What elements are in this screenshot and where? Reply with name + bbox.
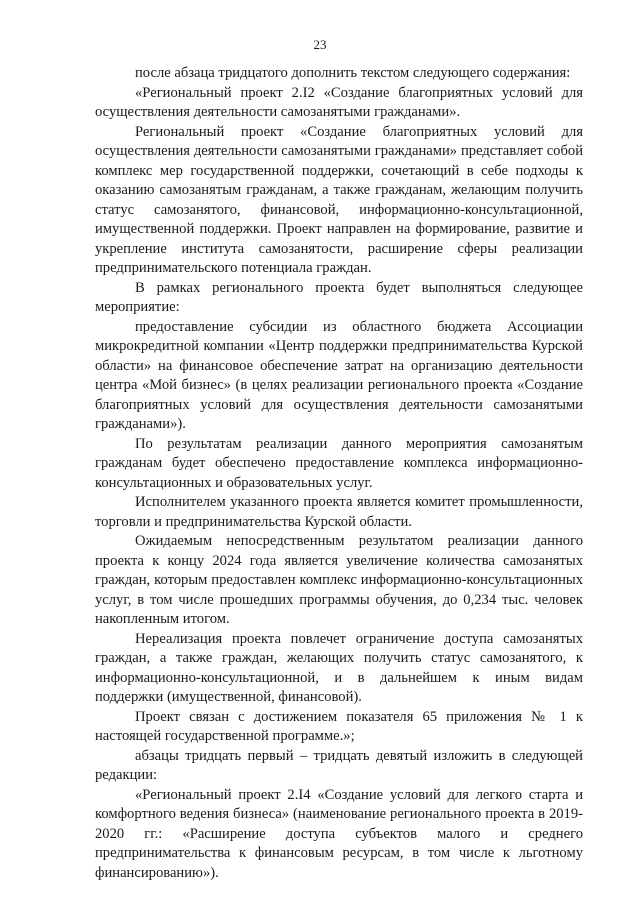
paragraph-subsidy: предоставление субсидии из областного бюджета Ассоциации микрокредитной компании «Центр поддержки предпринимательства Курской области» на финансовое обеспечение затрат на организацию деятельности центра «Мой бизнес» (в целях реализации регионального проекта «Создание благоприятных условий для осуществления деятельности самозанятыми гражданами»). — [95, 318, 583, 432]
paragraph-project-description: Региональный проект «Создание благоприятных условий для осуществления деятельности самозанятыми гражданами» представляет собой комплекс мер государственной поддержки, сочетающий в себе подходы к оказанию самозанятым гражданам, а также гражданам, желающим получить статус самозанятого, финансовой, информационно-консультационной, имущественной поддержки. Проект направлен на формирование, развитие и укрепление института самозанятости, расширение сферы реализации предпринимательского потенциала граждан. — [95, 123, 583, 276]
paragraph-results: По результатам реализации данного мероприятия самозанятым гражданам будет обеспечено предоставление комплекса информационно-консультационных и образовательных услуг. — [95, 435, 583, 491]
paragraph-expected-result: Ожидаемым непосредственным результатом реализации данного проекта к концу 2024 года является увеличение количества самозанятых граждан, которым предоставлен комплекс информационно-консультационных услуг, в том числе прошедших программы обучения, до 0,234 тыс. человек накопленным итогом. — [95, 533, 583, 627]
paragraph-indicator: Проект связан с достижением показателя 65 приложения № 1 к настоящей государственной программе.»; — [95, 708, 583, 744]
paragraph-project-title-i2: «Региональный проект 2.I2 «Создание благоприятных условий для осуществления деятельности самозанятыми гражданами». — [95, 84, 583, 120]
paragraph-executor: Исполнителем указанного проекта является комитет промышленности, торговли и предпринимательства Курской области. — [95, 494, 583, 530]
paragraph-non-implementation: Нереализация проекта повлечет ограничение доступа самозанятых граждан, а также граждан, желающих получить статус самозанятого, к информационно-консультационной, и в дальнейшем к иным видам поддержки (имущественной, финансовой). — [95, 630, 583, 705]
paragraph-amendment-paragraphs: абзацы тридцать первый – тридцать девятый изложить в следующей редакции: — [95, 747, 583, 783]
page-number: 23 — [313, 37, 327, 52]
document-body — [95, 64, 583, 883]
paragraph-project-title-i4: «Региональный проект 2.I4 «Создание условий для легкого старта и комфортного ведения бизнеса» (наименование регионального проекта в 2019-2020 гг.: «Расширение доступа субъектов малого и среднего предпринимательства к финансовым ресурсам, в том числе к льготному финансированию»). — [95, 786, 583, 881]
paragraph-amendment-intro: после абзаца тридцатого дополнить текстом следующего содержания: — [135, 65, 571, 81]
paragraph-measure-intro: В рамках регионального проекта будет выполняться следующее мероприятие: — [95, 279, 583, 315]
